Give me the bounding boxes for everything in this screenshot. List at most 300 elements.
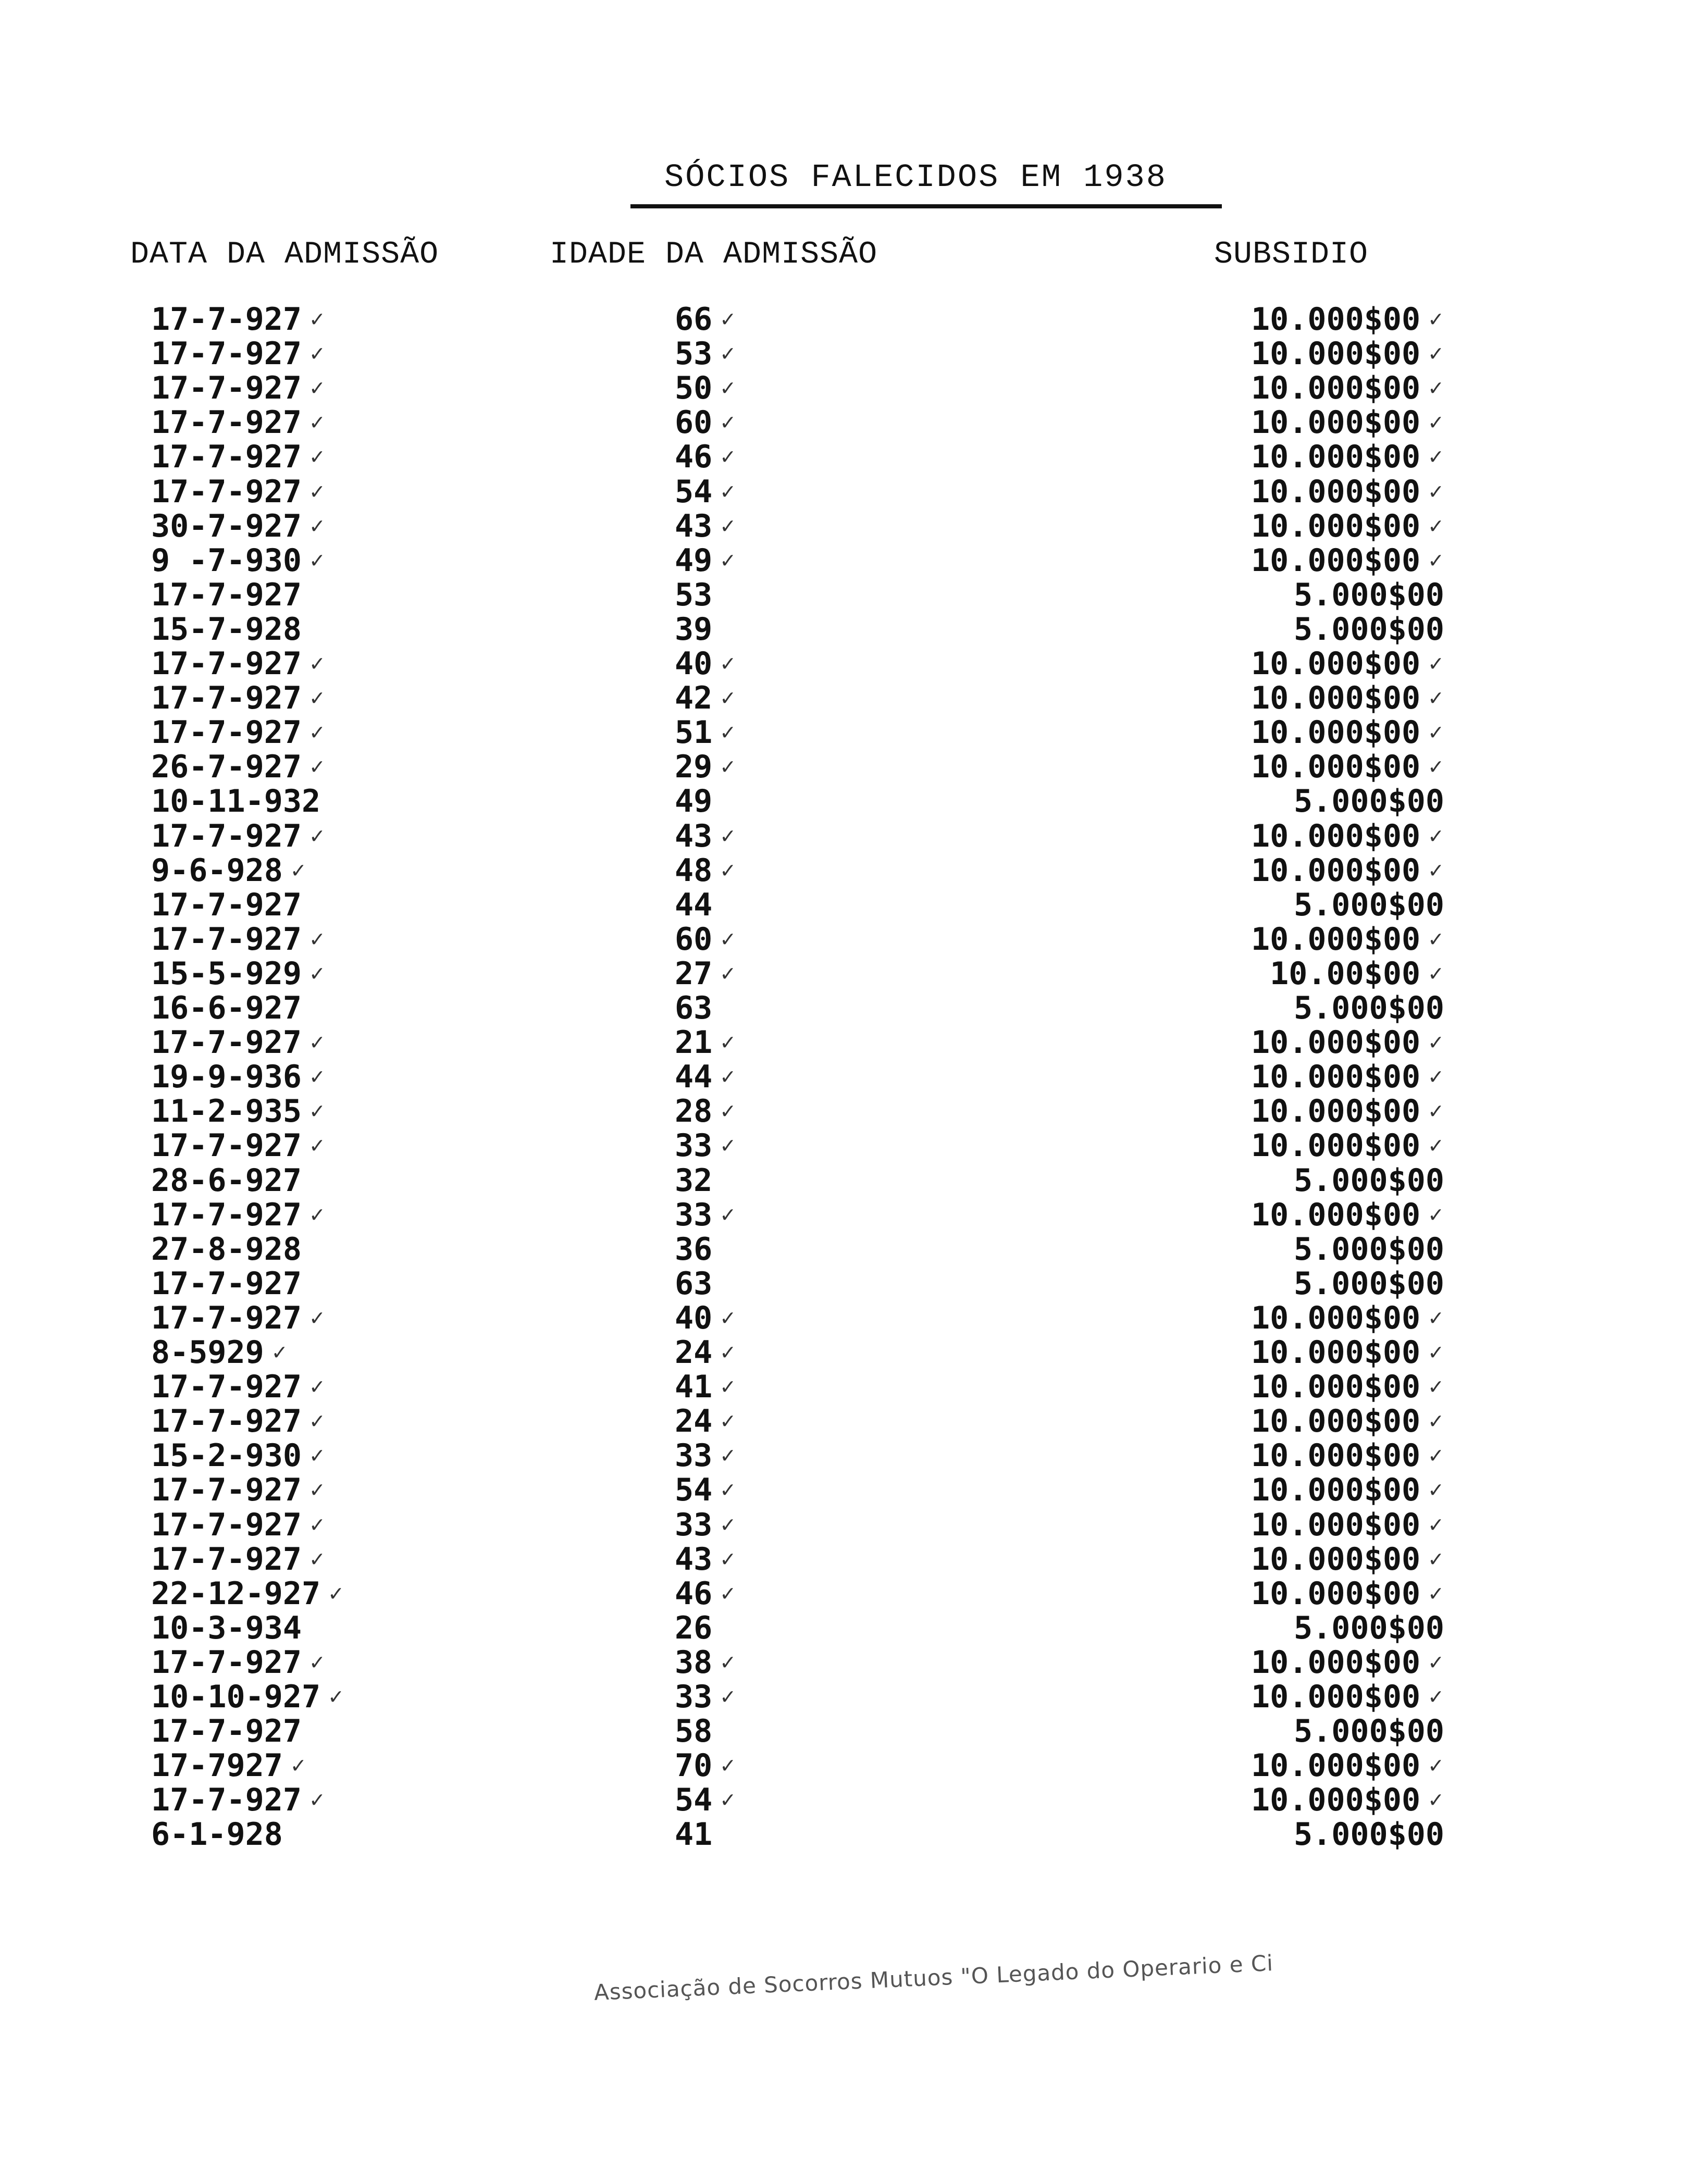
checkmark-icon: ✓ bbox=[1428, 445, 1444, 469]
admission-date-cell bbox=[151, 1301, 326, 1335]
checkmark-icon: ✓ bbox=[1428, 1685, 1444, 1708]
subsidy-cell bbox=[1294, 1817, 1444, 1852]
checkmark-icon: ✓ bbox=[1428, 721, 1444, 744]
admission-age-cell-text: 46 bbox=[675, 439, 713, 476]
admission-age-cell bbox=[675, 888, 712, 922]
checkmark-icon: ✓ bbox=[1428, 755, 1444, 779]
table-row bbox=[0, 1404, 1684, 1438]
admission-date-cell-text: 17-7-927 bbox=[151, 1369, 302, 1406]
admission-date-cell bbox=[151, 612, 302, 647]
checkmark-icon: ✓ bbox=[308, 1651, 326, 1674]
subsidy-cell bbox=[1251, 1404, 1444, 1438]
subsidy-cell bbox=[1251, 750, 1444, 784]
table-row bbox=[0, 1748, 1684, 1783]
table-row bbox=[0, 1060, 1684, 1094]
subsidy-cell bbox=[1251, 1577, 1444, 1611]
admission-age-cell-text: 26 bbox=[675, 1609, 713, 1646]
subsidy-cell-text: 10.000$00 bbox=[1251, 1127, 1421, 1164]
table-row bbox=[0, 1611, 1684, 1645]
subsidy-cell bbox=[1251, 475, 1444, 509]
admission-age-cell-text: 54 bbox=[675, 473, 713, 510]
subsidy-cell bbox=[1251, 509, 1444, 543]
admission-age-cell-text: 44 bbox=[675, 1059, 713, 1096]
checkmark-icon: ✓ bbox=[720, 1685, 737, 1708]
admission-age-cell-text: 43 bbox=[675, 1541, 713, 1578]
admission-date-cell-text: 17-7-927 bbox=[151, 921, 302, 958]
admission-age-cell bbox=[675, 1577, 736, 1611]
checkmark-icon: ✓ bbox=[720, 1444, 737, 1468]
table-row bbox=[0, 1473, 1684, 1507]
admission-age-cell bbox=[675, 1783, 736, 1817]
subsidy-cell bbox=[1294, 578, 1444, 612]
admission-age-cell bbox=[675, 475, 736, 509]
checkmark-icon: ✓ bbox=[720, 1100, 737, 1123]
checkmark-icon: ✓ bbox=[308, 1100, 326, 1123]
table-row bbox=[0, 1438, 1684, 1473]
column-header-subsidy: SUBSIDIO bbox=[1214, 237, 1369, 272]
checkmark-icon: ✓ bbox=[1428, 308, 1444, 331]
table-row bbox=[0, 1577, 1684, 1611]
subsidy-cell bbox=[1251, 1370, 1444, 1404]
admission-age-cell-text: 32 bbox=[675, 1162, 713, 1199]
subsidy-cell bbox=[1251, 681, 1444, 715]
subsidy-cell-text: 5.000$00 bbox=[1294, 1713, 1444, 1750]
checkmark-icon: ✓ bbox=[720, 1134, 737, 1158]
checkmark-icon: ✓ bbox=[308, 1306, 326, 1330]
admission-date-cell-text: 17-7-927 bbox=[151, 1127, 302, 1164]
admission-date-cell bbox=[151, 475, 326, 509]
admission-date-cell bbox=[151, 1438, 326, 1473]
admission-date-cell-text: 17-7-927 bbox=[151, 1299, 302, 1336]
admission-age-cell bbox=[675, 1267, 712, 1301]
subsidy-cell bbox=[1251, 1542, 1444, 1577]
admission-date-cell-text: 15-2-930 bbox=[151, 1437, 302, 1474]
subsidy-cell-text: 10.000$00 bbox=[1251, 1472, 1421, 1509]
admission-age-cell bbox=[675, 337, 736, 371]
admission-age-cell-text: 43 bbox=[675, 817, 713, 854]
admission-date-cell-text: 17-7-927 bbox=[151, 301, 302, 338]
admission-age-cell-text: 60 bbox=[675, 404, 713, 441]
admission-age-cell-text: 41 bbox=[675, 1369, 713, 1406]
subsidy-cell-text: 10.000$00 bbox=[1251, 1747, 1421, 1784]
admission-date-cell bbox=[151, 750, 326, 784]
admission-date-cell-text: 17-7-927 bbox=[151, 370, 302, 407]
checkmark-icon: ✓ bbox=[1428, 1100, 1444, 1123]
admission-age-cell-text: 29 bbox=[675, 749, 713, 786]
admission-date-cell-text: 17-7-927 bbox=[151, 817, 302, 854]
subsidy-cell bbox=[1251, 371, 1444, 405]
admission-date-cell bbox=[151, 543, 326, 578]
admission-date-cell-text: 16-6-927 bbox=[151, 990, 302, 1026]
subsidy-cell bbox=[1251, 1094, 1444, 1128]
table-row bbox=[0, 1714, 1684, 1748]
subsidy-cell-text: 10.000$00 bbox=[1251, 439, 1421, 476]
checkmark-icon: ✓ bbox=[720, 1306, 737, 1330]
admission-date-cell bbox=[151, 1128, 326, 1163]
checkmark-icon: ✓ bbox=[1428, 1513, 1444, 1536]
page-title: SÓCIOS FALECIDOS EM 1938 bbox=[664, 159, 1167, 196]
checkmark-icon: ✓ bbox=[308, 687, 326, 710]
subsidy-cell bbox=[1294, 1232, 1444, 1267]
admission-age-cell-text: 33 bbox=[675, 1506, 713, 1543]
checkmark-icon: ✓ bbox=[720, 1651, 737, 1674]
admission-age-cell bbox=[675, 922, 736, 957]
subsidy-cell-text: 10.000$00 bbox=[1251, 1506, 1421, 1543]
subsidy-cell bbox=[1251, 1128, 1444, 1163]
table-row bbox=[0, 302, 1684, 337]
admission-date-cell-text: 17-7-927 bbox=[151, 1472, 302, 1509]
admission-age-cell-text: 28 bbox=[675, 1093, 713, 1130]
checkmark-icon: ✓ bbox=[720, 687, 737, 710]
admission-age-cell bbox=[675, 1198, 736, 1232]
checkmark-icon: ✓ bbox=[1428, 1065, 1444, 1089]
subsidy-cell-text: 5.000$00 bbox=[1294, 886, 1444, 923]
admission-date-cell bbox=[151, 957, 326, 991]
admission-date-cell-text: 17-7-927 bbox=[151, 646, 302, 682]
admission-age-cell bbox=[675, 578, 712, 612]
subsidy-cell-text: 10.000$00 bbox=[1251, 714, 1421, 751]
subsidy-cell-text: 10.00$00 bbox=[1270, 955, 1421, 992]
checkmark-icon: ✓ bbox=[720, 342, 737, 366]
admission-date-cell-text: 30-7-927 bbox=[151, 507, 302, 544]
admission-date-cell-text: 17-7-927 bbox=[151, 714, 302, 751]
admission-date-cell bbox=[151, 1714, 302, 1748]
subsidy-cell bbox=[1251, 543, 1444, 578]
admission-age-cell bbox=[675, 405, 736, 440]
checkmark-icon: ✓ bbox=[1428, 927, 1444, 951]
admission-age-cell-text: 24 bbox=[675, 1403, 713, 1440]
checkmark-icon: ✓ bbox=[720, 824, 737, 848]
table-row bbox=[0, 1163, 1684, 1198]
admission-age-cell bbox=[675, 819, 736, 853]
admission-age-cell bbox=[675, 1817, 712, 1852]
admission-age-cell bbox=[675, 1335, 736, 1370]
subsidy-cell-text: 10.000$00 bbox=[1251, 749, 1421, 786]
checkmark-icon: ✓ bbox=[720, 445, 737, 469]
checkmark-icon: ✓ bbox=[308, 1065, 326, 1089]
subsidy-cell-text: 10.000$00 bbox=[1251, 817, 1421, 854]
admission-date-cell-text: 26-7-927 bbox=[151, 749, 302, 786]
checkmark-icon: ✓ bbox=[290, 1754, 307, 1778]
subsidy-cell bbox=[1251, 1783, 1444, 1817]
admission-age-cell bbox=[675, 1508, 736, 1542]
admission-age-cell-text: 40 bbox=[675, 646, 713, 682]
subsidy-cell bbox=[1251, 337, 1444, 371]
subsidy-cell bbox=[1251, 853, 1444, 888]
admission-date-cell bbox=[151, 1748, 307, 1783]
checkmark-icon: ✓ bbox=[308, 652, 326, 675]
admission-date-cell bbox=[151, 1542, 326, 1577]
admission-date-cell bbox=[151, 405, 326, 440]
subsidy-cell bbox=[1294, 612, 1444, 647]
table-row bbox=[0, 681, 1684, 715]
admission-age-cell-text: 48 bbox=[675, 852, 713, 889]
admission-age-cell-text: 49 bbox=[675, 542, 713, 579]
admission-date-cell bbox=[151, 784, 320, 818]
admission-date-cell bbox=[151, 1060, 326, 1094]
subsidy-cell-text: 5.000$00 bbox=[1294, 1231, 1444, 1268]
checkmark-icon: ✓ bbox=[1428, 1582, 1444, 1605]
checkmark-icon: ✓ bbox=[720, 411, 737, 435]
subsidy-cell-text: 10.000$00 bbox=[1251, 852, 1421, 889]
checkmark-icon: ✓ bbox=[1428, 687, 1444, 710]
admission-age-cell bbox=[675, 1680, 736, 1714]
checkmark-icon: ✓ bbox=[1428, 859, 1444, 882]
admission-age-cell bbox=[675, 1748, 736, 1783]
admission-date-cell bbox=[151, 1335, 288, 1370]
checkmark-icon: ✓ bbox=[328, 1582, 344, 1605]
admission-date-cell-text: 17-7-927 bbox=[151, 1024, 302, 1061]
checkmark-icon: ✓ bbox=[308, 1031, 326, 1054]
admission-age-cell-text: 41 bbox=[675, 1816, 713, 1853]
table-row bbox=[0, 440, 1684, 474]
checkmark-icon: ✓ bbox=[308, 1513, 326, 1536]
admission-date-cell-text: 9 -7-930 bbox=[151, 542, 302, 579]
admission-age-cell bbox=[675, 1438, 736, 1473]
admission-age-cell bbox=[675, 1060, 736, 1094]
subsidy-cell bbox=[1294, 1611, 1444, 1645]
checkmark-icon: ✓ bbox=[308, 377, 326, 400]
table-row bbox=[0, 1680, 1684, 1714]
checkmark-icon: ✓ bbox=[308, 1444, 326, 1468]
subsidy-cell bbox=[1294, 1714, 1444, 1748]
admission-date-cell-text: 17-7-927 bbox=[151, 886, 302, 923]
admission-date-cell bbox=[151, 1370, 326, 1404]
subsidy-cell bbox=[1251, 819, 1444, 853]
table-row bbox=[0, 991, 1684, 1025]
subsidy-cell-text: 10.000$00 bbox=[1251, 1334, 1421, 1371]
checkmark-icon: ✓ bbox=[308, 342, 326, 366]
table-row bbox=[0, 1508, 1684, 1542]
subsidy-cell-text: 10.000$00 bbox=[1251, 301, 1421, 338]
checkmark-icon: ✓ bbox=[1428, 1341, 1444, 1364]
checkmark-icon: ✓ bbox=[720, 1513, 737, 1536]
admission-age-cell-text: 39 bbox=[675, 611, 713, 648]
admission-age-cell bbox=[675, 302, 736, 337]
admission-date-cell bbox=[151, 647, 326, 681]
table-row bbox=[0, 888, 1684, 922]
subsidy-cell bbox=[1251, 715, 1444, 750]
admission-date-cell bbox=[151, 888, 302, 922]
admission-age-cell-text: 54 bbox=[675, 1782, 713, 1819]
admission-age-cell-text: 38 bbox=[675, 1644, 713, 1681]
checkmark-icon: ✓ bbox=[308, 308, 326, 331]
checkmark-icon: ✓ bbox=[720, 927, 737, 951]
subsidy-cell-text: 5.000$00 bbox=[1294, 576, 1444, 613]
admission-date-cell-text: 17-7-927 bbox=[151, 1782, 302, 1819]
admission-date-cell bbox=[151, 922, 326, 957]
checkmark-icon: ✓ bbox=[308, 1479, 326, 1502]
table-row bbox=[0, 1817, 1684, 1852]
admission-age-cell bbox=[675, 715, 736, 750]
table-row bbox=[0, 1025, 1684, 1060]
subsidy-cell-text: 10.000$00 bbox=[1251, 1024, 1421, 1061]
admission-date-cell-text: 17-7-927 bbox=[151, 1403, 302, 1440]
checkmark-icon: ✓ bbox=[1428, 1031, 1444, 1054]
table-row bbox=[0, 1301, 1684, 1335]
admission-date-cell-text: 9-6-928 bbox=[151, 852, 283, 889]
table-row bbox=[0, 337, 1684, 371]
subsidy-cell bbox=[1294, 1163, 1444, 1198]
admission-age-cell-text: 36 bbox=[675, 1231, 713, 1268]
subsidy-cell bbox=[1251, 1025, 1444, 1060]
checkmark-icon: ✓ bbox=[1428, 824, 1444, 848]
subsidy-cell-text: 10.000$00 bbox=[1251, 404, 1421, 441]
admission-age-cell bbox=[675, 1542, 736, 1577]
admission-age-cell-text: 27 bbox=[675, 955, 713, 992]
admission-age-cell bbox=[675, 612, 712, 647]
admission-age-cell-text: 50 bbox=[675, 370, 713, 407]
checkmark-icon: ✓ bbox=[720, 308, 737, 331]
checkmark-icon: ✓ bbox=[720, 514, 737, 538]
admission-date-cell-text: 17-7-927 bbox=[151, 576, 302, 613]
checkmark-icon: ✓ bbox=[1428, 514, 1444, 538]
checkmark-icon: ✓ bbox=[308, 1203, 326, 1226]
admission-age-cell-text: 54 bbox=[675, 1472, 713, 1509]
admission-age-cell-text: 24 bbox=[675, 1334, 713, 1371]
subsidy-cell bbox=[1251, 647, 1444, 681]
subsidy-cell bbox=[1251, 440, 1444, 474]
table-row bbox=[0, 475, 1684, 509]
admission-date-cell bbox=[151, 1163, 302, 1198]
checkmark-icon: ✓ bbox=[308, 927, 326, 951]
table-row bbox=[0, 750, 1684, 784]
admission-age-cell bbox=[675, 853, 736, 888]
checkmark-icon: ✓ bbox=[720, 1375, 737, 1399]
admission-age-cell-text: 70 bbox=[675, 1747, 713, 1784]
admission-age-cell-text: 53 bbox=[675, 576, 713, 613]
subsidy-cell-text: 10.000$00 bbox=[1251, 336, 1421, 373]
checkmark-icon: ✓ bbox=[720, 721, 737, 744]
admission-date-cell bbox=[151, 1232, 302, 1267]
admission-age-cell bbox=[675, 509, 736, 543]
admission-age-cell bbox=[675, 1611, 712, 1645]
admission-date-cell-text: 17-7-927 bbox=[151, 336, 302, 373]
checkmark-icon: ✓ bbox=[720, 652, 737, 675]
subsidy-cell bbox=[1251, 1335, 1444, 1370]
checkmark-icon: ✓ bbox=[1428, 652, 1444, 675]
column-header-age: IDADE DA ADMISSÃO bbox=[550, 237, 878, 272]
admission-date-cell-text: 17-7-927 bbox=[151, 1196, 302, 1233]
checkmark-icon: ✓ bbox=[1428, 1444, 1444, 1468]
table-row bbox=[0, 371, 1684, 405]
admission-age-cell bbox=[675, 1094, 736, 1128]
subsidy-cell bbox=[1294, 888, 1444, 922]
admission-age-cell bbox=[675, 371, 736, 405]
admission-age-cell-text: 53 bbox=[675, 336, 713, 373]
admission-date-cell-text: 8-5929 bbox=[151, 1334, 264, 1371]
subsidy-cell-text: 5.000$00 bbox=[1294, 1816, 1444, 1853]
admission-date-cell bbox=[151, 509, 326, 543]
table-row bbox=[0, 1370, 1684, 1404]
subsidy-cell bbox=[1294, 784, 1444, 818]
table-row bbox=[0, 1232, 1684, 1267]
checkmark-icon: ✓ bbox=[1428, 1134, 1444, 1158]
checkmark-icon: ✓ bbox=[1428, 1375, 1444, 1399]
table-row bbox=[0, 715, 1684, 750]
table-row bbox=[0, 612, 1684, 647]
table-row bbox=[0, 1128, 1684, 1163]
association-stamp: Associação de Socorros Mutuos "O Legado do Operario e Ci bbox=[593, 1950, 1274, 2005]
subsidy-cell-text: 10.000$00 bbox=[1251, 1093, 1421, 1130]
admission-age-cell-text: 66 bbox=[675, 301, 713, 338]
checkmark-icon: ✓ bbox=[1428, 1789, 1444, 1812]
admission-age-cell-text: 63 bbox=[675, 1265, 713, 1302]
admission-age-cell-text: 42 bbox=[675, 680, 713, 717]
checkmark-icon: ✓ bbox=[308, 514, 326, 538]
admission-date-cell bbox=[151, 1645, 326, 1680]
subsidy-cell bbox=[1251, 1508, 1444, 1542]
admission-age-cell bbox=[675, 1404, 736, 1438]
checkmark-icon: ✓ bbox=[1428, 1306, 1444, 1330]
admission-date-cell bbox=[151, 1473, 326, 1507]
table-row bbox=[0, 1198, 1684, 1232]
subsidy-cell-text: 10.000$00 bbox=[1251, 1059, 1421, 1096]
admission-date-cell-text: 27-8-928 bbox=[151, 1231, 302, 1268]
checkmark-icon: ✓ bbox=[720, 549, 737, 572]
admission-date-cell-text: 19-9-936 bbox=[151, 1059, 302, 1096]
checkmark-icon: ✓ bbox=[720, 1410, 737, 1433]
subsidy-cell bbox=[1251, 1473, 1444, 1507]
subsidy-cell bbox=[1251, 1645, 1444, 1680]
admission-age-cell-text: 63 bbox=[675, 990, 713, 1026]
subsidy-cell-text: 10.000$00 bbox=[1251, 1644, 1421, 1681]
subsidy-cell-text: 10.000$00 bbox=[1251, 680, 1421, 717]
table-row bbox=[0, 1783, 1684, 1817]
admission-age-cell bbox=[675, 543, 736, 578]
admission-date-cell bbox=[151, 1783, 326, 1817]
admission-age-cell-text: 33 bbox=[675, 1196, 713, 1233]
admission-date-cell-text: 10-11-932 bbox=[151, 783, 321, 820]
table-row bbox=[0, 1267, 1684, 1301]
admission-age-cell-text: 49 bbox=[675, 783, 713, 820]
admission-date-cell-text: 11-2-935 bbox=[151, 1093, 302, 1130]
table-row bbox=[0, 957, 1684, 991]
table-row bbox=[0, 922, 1684, 957]
table-row bbox=[0, 647, 1684, 681]
admission-age-cell bbox=[675, 1128, 736, 1163]
subsidy-cell bbox=[1251, 1680, 1444, 1714]
admission-date-cell-text: 15-7-928 bbox=[151, 611, 302, 648]
checkmark-icon: ✓ bbox=[1428, 342, 1444, 366]
admission-age-cell bbox=[675, 647, 736, 681]
checkmark-icon: ✓ bbox=[1428, 1547, 1444, 1571]
checkmark-icon: ✓ bbox=[720, 755, 737, 779]
admission-age-cell-text: 46 bbox=[675, 1575, 713, 1612]
subsidy-cell-text: 10.000$00 bbox=[1251, 1541, 1421, 1578]
table-row bbox=[0, 1542, 1684, 1577]
admission-date-cell bbox=[151, 440, 326, 474]
checkmark-icon: ✓ bbox=[308, 480, 326, 503]
checkmark-icon: ✓ bbox=[720, 377, 737, 400]
checkmark-icon: ✓ bbox=[328, 1685, 344, 1708]
table-row bbox=[0, 853, 1684, 888]
admission-date-cell-text: 17-7-927 bbox=[151, 680, 302, 717]
checkmark-icon: ✓ bbox=[271, 1341, 288, 1364]
checkmark-icon: ✓ bbox=[720, 859, 737, 882]
admission-age-cell bbox=[675, 784, 712, 818]
table-row bbox=[0, 784, 1684, 818]
table-row bbox=[0, 543, 1684, 578]
admission-age-cell bbox=[675, 1301, 736, 1335]
admission-date-cell-text: 17-7-927 bbox=[151, 1644, 302, 1681]
admission-date-cell bbox=[151, 1025, 326, 1060]
subsidy-cell-text: 10.000$00 bbox=[1251, 1782, 1421, 1819]
checkmark-icon: ✓ bbox=[308, 824, 326, 848]
subsidy-cell bbox=[1251, 405, 1444, 440]
checkmark-icon: ✓ bbox=[1428, 411, 1444, 435]
admission-date-cell-text: 28-6-927 bbox=[151, 1162, 302, 1199]
